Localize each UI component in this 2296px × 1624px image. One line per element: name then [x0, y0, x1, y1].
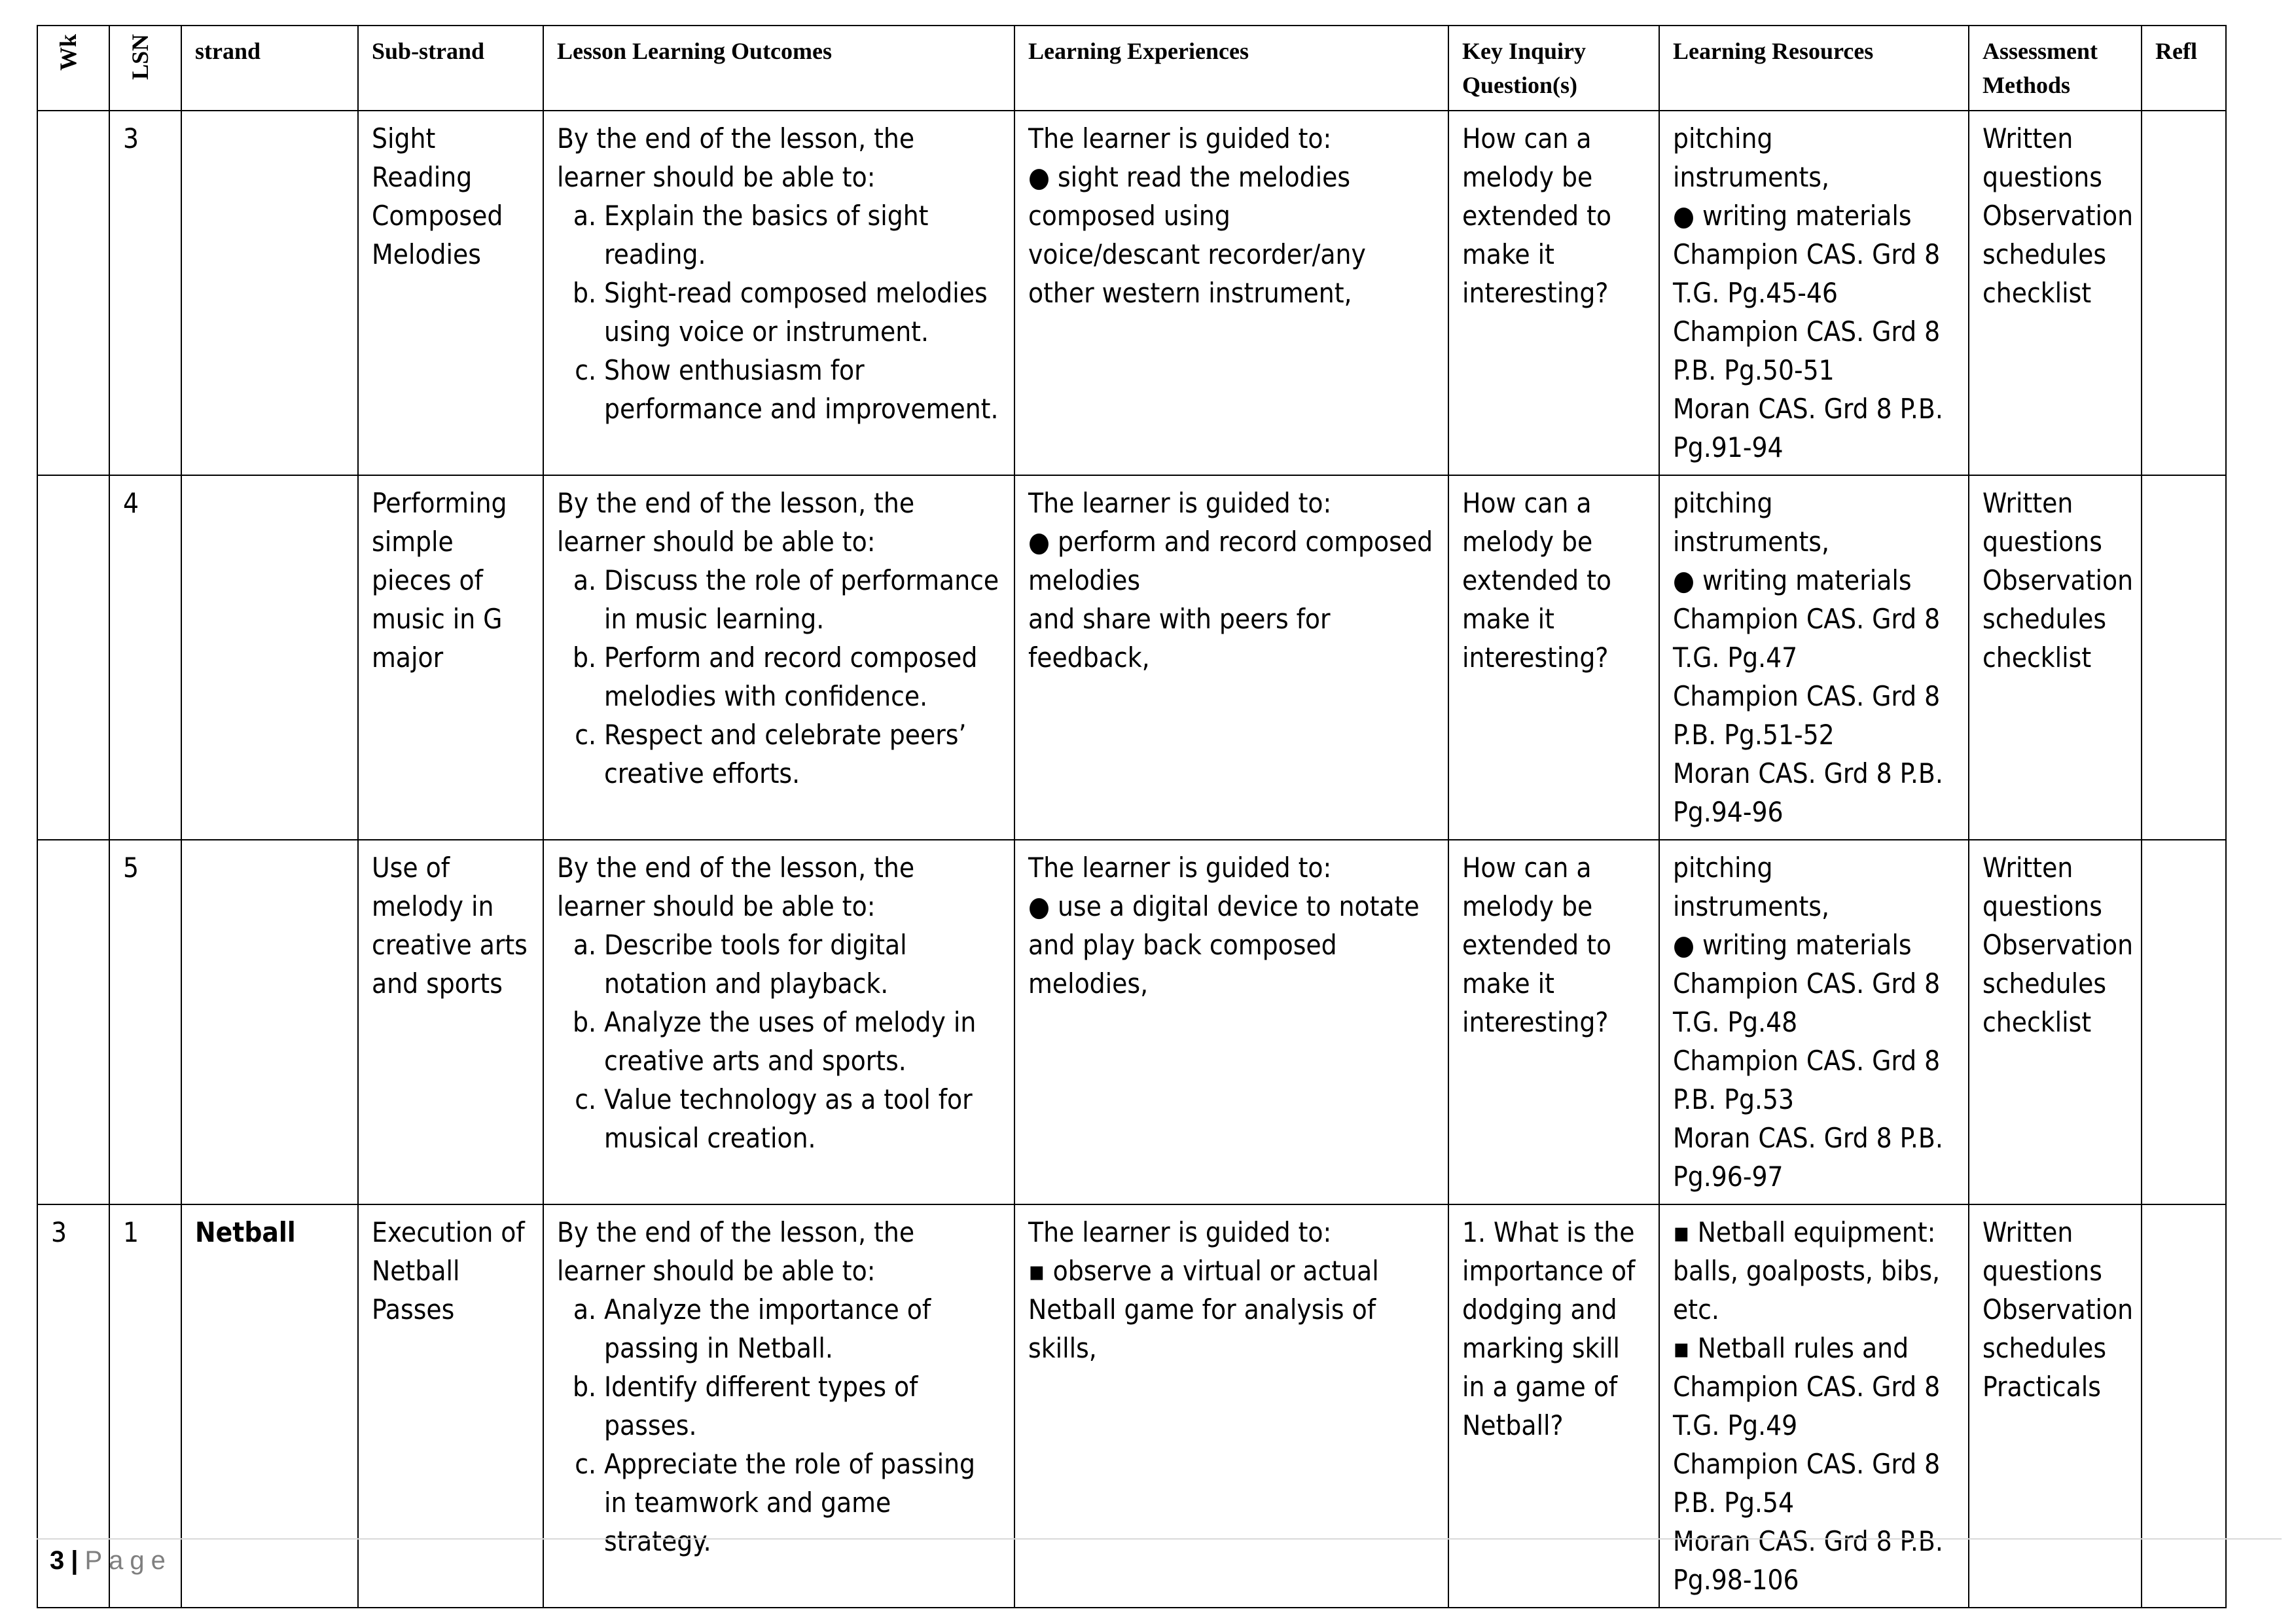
cell-lsn: 1 [109, 1204, 181, 1608]
resource-line: pitching [1673, 852, 1773, 884]
experience-line: The learner is guided to: [1028, 1216, 1332, 1248]
outcome-item: a. Explain the basics of sight reading. [604, 196, 1001, 274]
cell-strand: Netball [181, 1204, 358, 1608]
cell-sub-strand: Use of melody in creative arts and sports [358, 840, 543, 1204]
header-wk-label: Wk [55, 34, 81, 71]
resource-line: Champion CAS. Grd 8 P.B. Pg.53 [1673, 1045, 1941, 1115]
outcomes-list [557, 926, 1001, 1157]
cell-reflection [2142, 1204, 2226, 1608]
cell-outcomes [543, 1204, 1014, 1608]
resource-line: Champion CAS. Grd 8 T.G. Pg.45-46 [1673, 238, 1941, 309]
experience-line: ● sight read the melodies composed using [1028, 161, 1351, 232]
cell-wk: 3 [37, 1204, 109, 1608]
cell-wk [37, 840, 109, 1204]
cell-inquiry: How can a melody be extended to make it interesting? [1448, 475, 1659, 840]
cell-strand [181, 840, 358, 1204]
cell-outcomes [543, 840, 1014, 1204]
resource-line: Moran CAS. Grd 8 P.B. Pg.96-97 [1673, 1122, 1943, 1193]
cell-assessment [1969, 111, 2142, 475]
resource-line: pitching [1673, 122, 1773, 154]
outcomes-list [557, 196, 1001, 428]
cell-lsn: 3 [109, 111, 181, 475]
cell-resources [1659, 840, 1969, 1204]
cell-outcomes [543, 111, 1014, 475]
resource-line: Champion CAS. Grd 8 P.B. Pg.54 [1673, 1448, 1941, 1519]
experience-line: The learner is guided to: [1028, 122, 1332, 154]
outcome-item: c. Show enthusiasm for performance and improvement. [604, 351, 1001, 428]
cell-resources [1659, 475, 1969, 840]
resource-line: Moran CAS. Grd 8 P.B. Pg.98-106 [1673, 1525, 1943, 1596]
header-assessment: Assessment Methods [1969, 26, 2142, 111]
assessment-line: checklist [1982, 1006, 2092, 1038]
assessment-line: Written questions [1982, 122, 2102, 193]
resource-line: instruments, [1673, 890, 1829, 922]
outcomes-list [557, 561, 1001, 793]
cell-sub-strand: Execution of Netball Passes [358, 1204, 543, 1608]
resource-line: instruments, [1673, 526, 1829, 558]
table-row [37, 840, 2226, 1204]
assessment-line: Observation schedules [1982, 200, 2134, 270]
table-row [37, 1204, 2226, 1608]
header-inquiry: Key Inquiry Question(s) [1448, 26, 1659, 111]
cell-experiences [1014, 840, 1448, 1204]
outcome-item: a. Discuss the role of performance in music learning. [604, 561, 1001, 638]
header-resources: Learning Resources [1659, 26, 1969, 111]
header-lsn [109, 26, 181, 111]
outcomes-intro: By the end of the lesson, the learner should be able to: [557, 487, 915, 558]
cell-wk [37, 111, 109, 475]
page-word: Page [84, 1546, 172, 1575]
resource-line: Champion CAS. Grd 8 P.B. Pg.50-51 [1673, 316, 1941, 386]
outcome-item: b. Analyze the uses of melody in creative arts and sports. [604, 1003, 1001, 1080]
resource-line: ▪ Netball equipment: balls, goalposts, bibs, etc. [1673, 1216, 1941, 1326]
assessment-line: Written questions [1982, 852, 2102, 922]
header-row [37, 26, 2226, 111]
table-row [37, 475, 2226, 840]
cell-inquiry: How can a melody be extended to make it interesting? [1448, 840, 1659, 1204]
cell-experiences [1014, 1204, 1448, 1608]
resource-line: ● writing materials [1673, 929, 1912, 961]
cell-outcomes [543, 475, 1014, 840]
resource-line: Champion CAS. Grd 8 T.G. Pg.48 [1673, 967, 1941, 1038]
cell-sub-strand: Sight Reading Composed Melodies [358, 111, 543, 475]
header-strand: strand [181, 26, 358, 111]
header-lsn-label: LSN [127, 34, 153, 81]
experience-line: ● use a digital device to notate and play back composed melodies, [1028, 890, 1420, 1000]
outcome-item: b. Sight-read composed melodies using voice or instrument. [604, 274, 1001, 351]
outcome-item: a. Analyze the importance of passing in Netball. [604, 1290, 1001, 1367]
cell-strand [181, 475, 358, 840]
header-outcomes: Lesson Learning Outcomes [543, 26, 1014, 111]
cell-resources [1659, 1204, 1969, 1608]
scheme-of-work-table [37, 25, 2227, 1608]
table-row [37, 111, 2226, 475]
outcome-item: a. Describe tools for digital notation and playback. [604, 926, 1001, 1003]
assessment-line: Observation schedules [1982, 564, 2134, 635]
outcomes-intro: By the end of the lesson, the learner should be able to: [557, 852, 915, 922]
experience-line: and share with peers for feedback, [1028, 603, 1331, 674]
resource-line: Moran CAS. Grd 8 P.B. Pg.94-96 [1673, 757, 1943, 828]
footer-separator: | [71, 1546, 79, 1575]
outcomes-intro: By the end of the lesson, the learner should be able to: [557, 1216, 915, 1287]
header-experiences: Learning Experiences [1014, 26, 1448, 111]
resource-line: instruments, [1673, 161, 1829, 193]
cell-reflection [2142, 111, 2226, 475]
resource-line: Champion CAS. Grd 8 T.G. Pg.49 [1673, 1371, 1941, 1441]
cell-assessment [1969, 1204, 2142, 1608]
outcome-item: c. Respect and celebrate peers’ creative efforts. [604, 715, 1001, 793]
outcome-item: c. Value technology as a tool for musical creation. [604, 1080, 1001, 1157]
cell-experiences [1014, 111, 1448, 475]
assessment-line: Written questions [1982, 1216, 2102, 1287]
experience-line: ● perform and record composed melodies [1028, 526, 1433, 596]
cell-assessment [1969, 840, 2142, 1204]
header-reflection: Refl [2142, 26, 2226, 111]
cell-experiences [1014, 475, 1448, 840]
cell-assessment [1969, 475, 2142, 840]
cell-lsn: 4 [109, 475, 181, 840]
cell-reflection [2142, 475, 2226, 840]
experience-line: ▪ observe a virtual or actual Netball game for analysis of skills, [1028, 1255, 1379, 1364]
cell-sub-strand: Performing simple pieces of music in G major [358, 475, 543, 840]
assessment-line: Observation schedules [1982, 1293, 2134, 1364]
cell-strand [181, 111, 358, 475]
experience-line: The learner is guided to: [1028, 487, 1332, 519]
resource-line: Champion CAS. Grd 8 T.G. Pg.47 [1673, 603, 1941, 674]
experience-line: voice/descant recorder/any other western instrument, [1028, 238, 1366, 309]
resource-line: ▪ Netball rules and [1673, 1332, 1909, 1364]
cell-wk [37, 475, 109, 840]
outcome-item: b. Perform and record composed melodies with confidence. [604, 638, 1001, 715]
cell-inquiry: 1. What is the importance of dodging and marking skill in a game of Netball? [1448, 1204, 1659, 1608]
assessment-line: checklist [1982, 277, 2092, 309]
cell-resources [1659, 111, 1969, 475]
outcomes-list [557, 1290, 1001, 1561]
footer-divider [37, 1538, 2282, 1540]
assessment-line: checklist [1982, 641, 2092, 674]
resource-line: Moran CAS. Grd 8 P.B. Pg.91-94 [1673, 393, 1943, 463]
resource-line: Champion CAS. Grd 8 P.B. Pg.51-52 [1673, 680, 1941, 751]
outcomes-intro: By the end of the lesson, the learner should be able to: [557, 122, 915, 193]
resource-line: ● writing materials [1673, 564, 1912, 596]
header-sub-strand: Sub-strand [358, 26, 543, 111]
assessment-line: Practicals [1982, 1371, 2101, 1403]
cell-reflection [2142, 840, 2226, 1204]
outcome-item: b. Identify different types of passes. [604, 1367, 1001, 1445]
experience-line: The learner is guided to: [1028, 852, 1332, 884]
assessment-line: Written questions [1982, 487, 2102, 558]
cell-inquiry: How can a melody be extended to make it interesting? [1448, 111, 1659, 475]
assessment-line: Observation schedules [1982, 929, 2134, 1000]
outcome-item: c. Appreciate the role of passing in teamwork and game strategy. [604, 1445, 1001, 1561]
resource-line: pitching [1673, 487, 1773, 519]
resource-line: ● writing materials [1673, 200, 1912, 232]
page-number: 3 [50, 1546, 65, 1575]
cell-lsn: 5 [109, 840, 181, 1204]
page-footer [50, 1546, 172, 1576]
header-wk [37, 26, 109, 111]
